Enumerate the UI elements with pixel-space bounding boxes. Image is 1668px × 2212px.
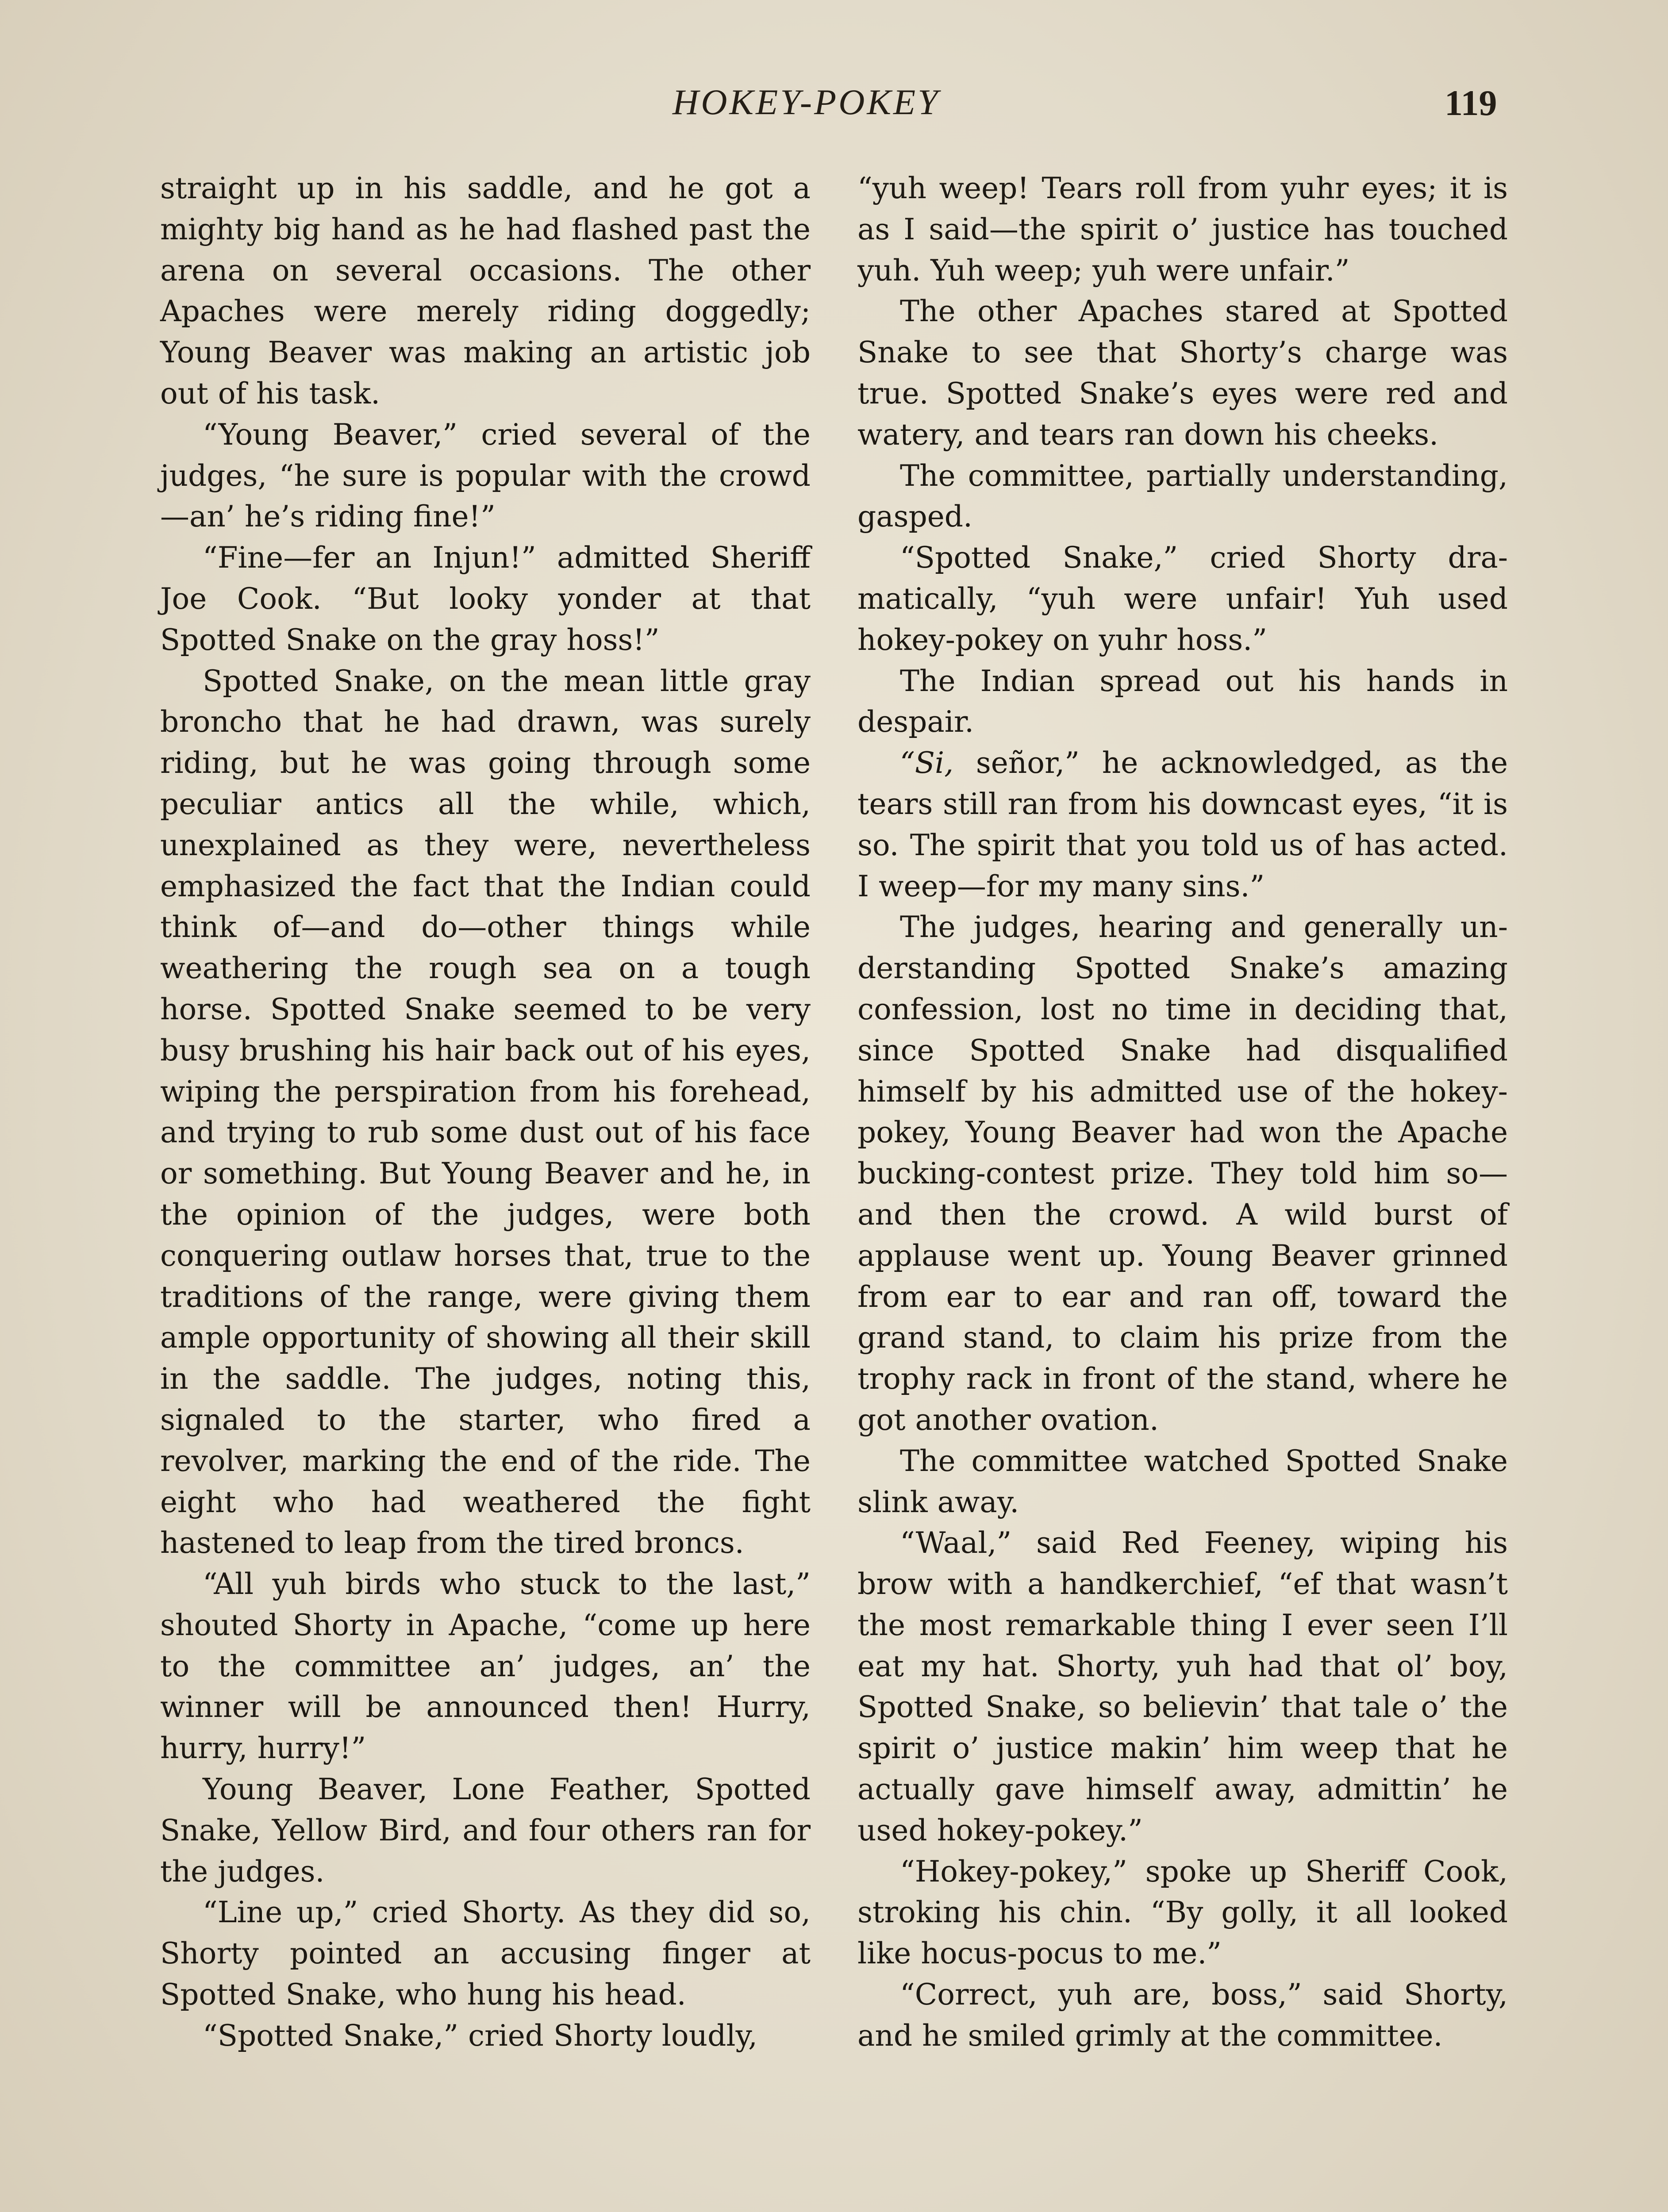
left-column bbox=[160, 168, 811, 2057]
paragraph: “Spotted Snake,” cried Shorty loudly, bbox=[203, 2018, 758, 2053]
italic-phrase: “Si, bbox=[900, 746, 954, 780]
paragraph: The committee, partially understanding, gasped. bbox=[857, 458, 1508, 534]
paragraph: “Young Beaver,” cried several of the judges, “he sure is popular with the crowd—an’ he’s riding fine!” bbox=[160, 417, 811, 534]
paragraph: “yuh weep! Tears roll from yuhr eyes; it is as I said—the spirit o’ justice has touched yuh. Yuh weep; yuh were unfair.” bbox=[857, 171, 1508, 288]
paragraph: The other Apaches stared at Spotted Snake to see that Shorty’s charge was true. Spotted Snake’s eyes were red and watery, and tears ran down his cheeks. bbox=[857, 294, 1508, 452]
paragraph: The Indian spread out his hands in despair. bbox=[857, 664, 1508, 739]
paragraph: straight up in his saddle, and he got a mighty big hand as he had flashed past the arena on several occasions. The other Apaches were merely riding doggedly; Young Beaver was making an artistic job out of his task. bbox=[160, 171, 811, 411]
paragraph: “Line up,” cried Shorty. As they did so, Shorty pointed an accusing finger at Spotted Snake, who hung his head. bbox=[160, 1895, 811, 2012]
paragraph: “All yuh birds who stuck to the last,” shouted Shorty in Apache, “come up here to the committee an’ judges, an’ the winner will be announced then! Hurry, hurry, hurry!” bbox=[160, 1567, 811, 1766]
paragraph: Spotted Snake, on the mean little gray broncho that he had drawn, was surely riding, but he was going through some peculiar antics all the while, which, unexplained as they were, nevertheless emphasized the fact that the Indian could think of—and do—other things while weathering the rough sea on a tough horse. Spotted Snake seemed to be very busy brushing his hair back out of his eyes, wiping the perspiration from his forehead, and trying to rub some dust out of his face or something. But Young Beaver and he, in the opinion of the judges, were both conquering outlaw horses that, true to the traditions of the range, were giving them ample opportunity of showing all their skill in the saddle. The judges, noting this, signaled to the starter, who fired a revolver, marking the end of the ride. The eight who had weathered the fight hastened to leap from the tired broncs. bbox=[160, 664, 811, 1560]
paragraph: The committee watched Spotted Snake slink away. bbox=[857, 1444, 1508, 1519]
paragraph: The judges, hearing and generally understanding Spotted Snake’s amazing confession, lost no time in deciding that, since Spotted Snake had disqualified himself by his admitted use of the hokey-pokey, Young Beaver had won the Apache bucking-contest prize. They told him so—and then the crowd. A wild burst of applause went up. Young Beaver grinned from ear to ear and ran off, toward the grand stand, to claim his prize from the trophy rack in front of the stand, where he got another ovation. bbox=[857, 910, 1508, 1437]
paragraph: “Spotted Snake,” cried Shorty dramatically, “yuh were unfair! Yuh used hokey-pokey on yuhr hoss.” bbox=[857, 541, 1508, 657]
right-column bbox=[857, 168, 1508, 2057]
paragraph-text: señor,” he acknowledged, as the tears still ran from his downcast eyes, “it is so. The spirit that you told us of has acted. I weep—for my many sins.” bbox=[857, 746, 1508, 903]
paragraph: “Waal,” said Red Feeney, wiping his brow with a handkerchief, “ef that wasn’t the most remarkable thing I ever seen I’ll eat my hat. Shorty, yuh had that ol’ boy, Spotted Snake, so believin’ that tale o’ the spirit o’ justice makin’ him weep that he actually gave himself away, admittin’ he used hokey-pokey.” bbox=[857, 1526, 1508, 1847]
paragraph: “Fine—fer an Injun!” admitted Sheriff Joe Cook. “But looky yonder at that Spotted Snake on the gray hoss!” bbox=[160, 541, 811, 657]
paragraph bbox=[857, 743, 1508, 907]
paragraph: “Hokey-pokey,” spoke up Sheriff Cook, stroking his chin. “By golly, it all looked like hocus-pocus to me.” bbox=[857, 1854, 1508, 1971]
running-title: HOKEY-POKEY bbox=[673, 82, 940, 122]
paragraph: Young Beaver, Lone Feather, Spotted Snake, Yellow Bird, and four others ran for the judges. bbox=[160, 1772, 811, 1889]
page-number: 119 bbox=[1445, 83, 1497, 123]
paragraph: “Correct, yuh are, boss,” said Shorty, and he smiled grimly at the committee. bbox=[857, 1978, 1508, 2053]
